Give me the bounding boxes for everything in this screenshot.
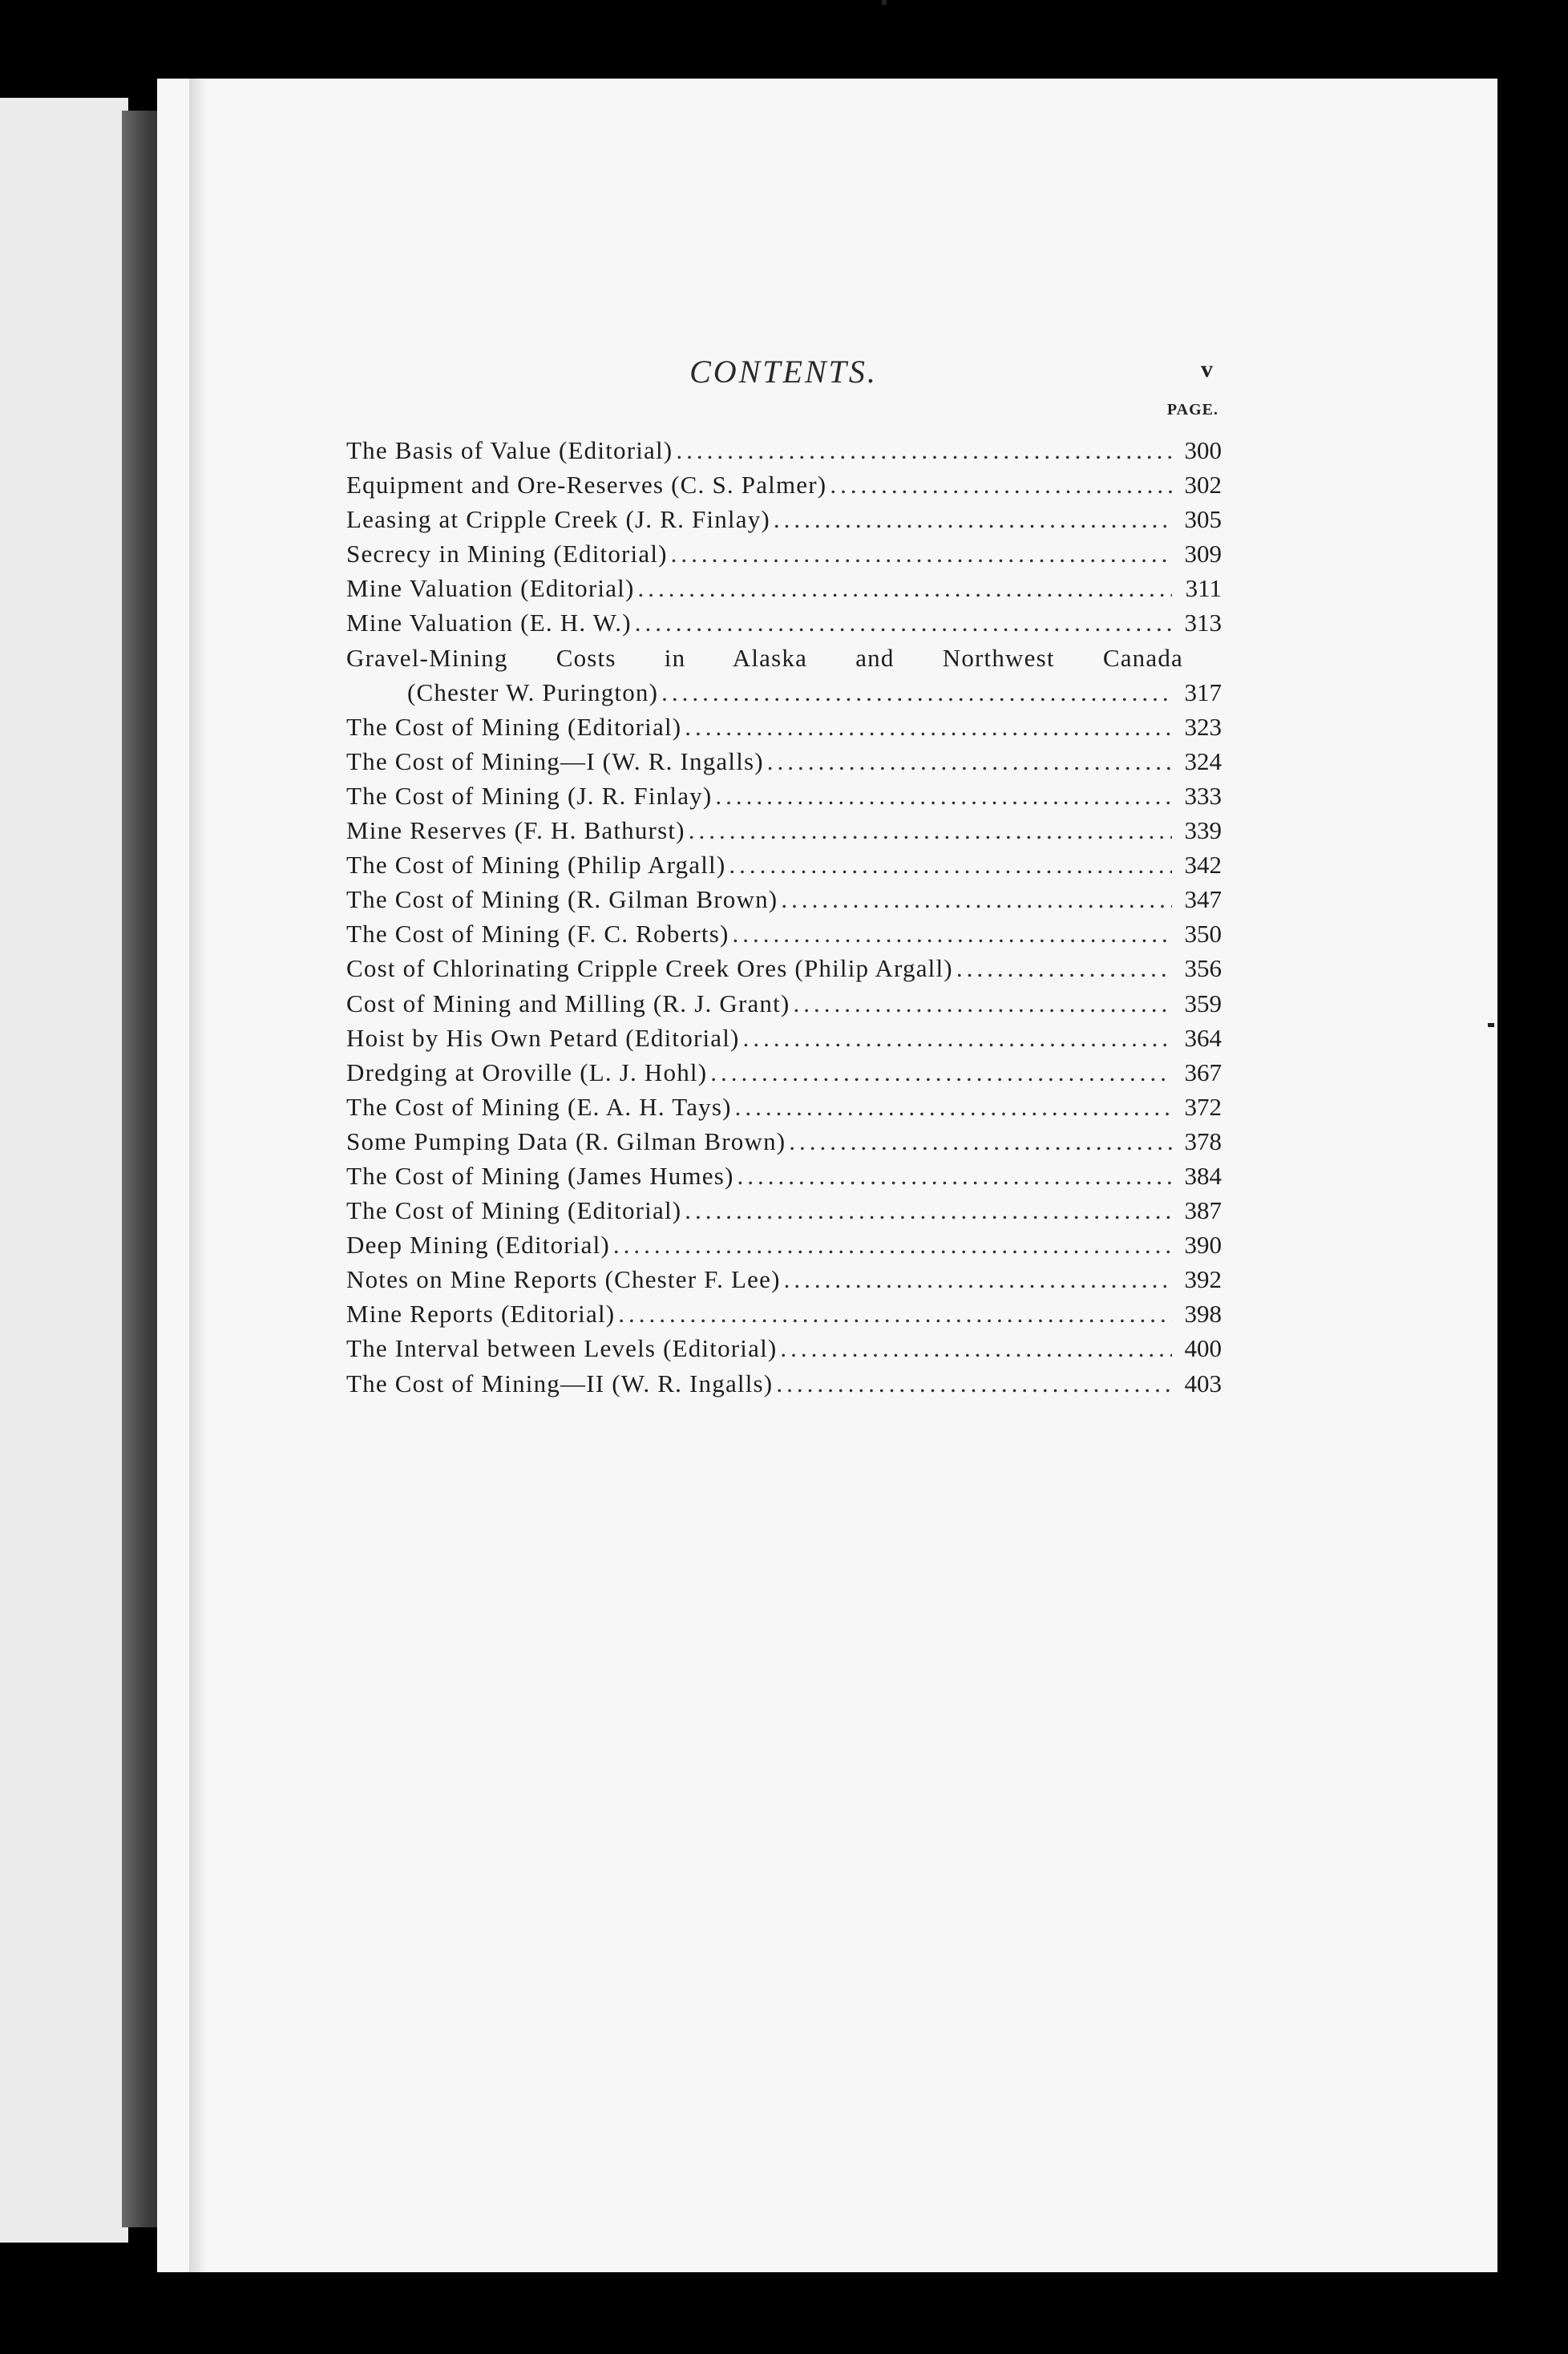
dot-leader [781,882,1172,916]
dot-leader [956,951,1172,985]
toc-entry [346,605,1222,640]
dot-leader [715,779,1172,813]
toc-entry [346,433,1222,467]
toc-entry-title: Mine Reports (Editorial) [346,1300,616,1329]
toc-entry-title: The Cost of Mining—I (W. R. Ingalls) [346,746,764,775]
dot-leader [676,433,1172,467]
toc-entry-page: 364 [1184,1023,1222,1052]
toc-entry-page: 390 [1184,1231,1222,1260]
dot-leader [767,744,1172,779]
scan-speck [1488,1023,1494,1027]
toc-entry-title: Mine Valuation (Editorial) [346,574,635,603]
table-of-contents [346,433,1222,1401]
toc-entry-page: 300 [1184,436,1222,464]
gutter-shadow [189,79,207,2272]
toc-entry-title: The Cost of Mining (Editorial) [346,1196,682,1225]
toc-entry-title: The Cost of Mining (J. R. Finlay) [346,781,713,810]
toc-entry [346,1193,1222,1228]
toc-entry-title: Mine Reserves (F. H. Bathurst) [346,816,685,845]
toc-entry [346,1159,1222,1193]
toc-entry [346,1331,1222,1365]
facing-page-edge [0,98,128,2243]
toc-entry-title: (Chester W. Purington) [407,677,659,706]
toc-entry-page: 305 [1184,505,1222,534]
toc-entry-page: 323 [1184,712,1222,741]
dot-leader [735,1090,1172,1124]
toc-entry [346,813,1222,847]
toc-entry-page: 317 [1184,677,1222,706]
toc-entry-page: 347 [1184,885,1222,914]
dot-leader [780,1331,1172,1365]
page-header [345,353,1222,401]
toc-entry-title: Gravel-Mining Costs in Alaska and Northwest Canada [346,643,1183,672]
dot-leader [638,571,1172,605]
toc-entry-title: Secrecy in Mining (Editorial) [346,540,668,568]
toc-entry-page: 313 [1184,609,1222,637]
dot-leader [743,1021,1172,1055]
dot-leader [710,1055,1172,1090]
dot-leader [732,916,1172,951]
dot-leader [776,1366,1172,1401]
toc-entry-page: 302 [1184,471,1222,500]
dot-leader [789,1124,1172,1159]
toc-entry-page: 398 [1184,1300,1222,1329]
toc-entry [346,916,1222,951]
toc-entry-page: 309 [1184,540,1222,568]
toc-entry [346,744,1222,779]
toc-entry-title: Cost of Mining and Milling (R. J. Grant) [346,989,790,1017]
running-title: CONTENTS. [689,354,878,390]
toc-entry-page: 367 [1184,1058,1222,1086]
dot-leader [738,1159,1172,1193]
toc-entry-page: 359 [1184,989,1222,1017]
toc-entry-page: 311 [1185,574,1222,603]
toc-entry [346,986,1222,1021]
toc-entry-title: Equipment and Ore-Reserves (C. S. Palmer) [346,471,827,500]
toc-entry-title: The Cost of Mining (R. Gilman Brown) [346,885,778,914]
toc-entry-title: The Interval between Levels (Editorial) [346,1334,778,1363]
dot-leader [685,710,1172,744]
toc-entry-page: 387 [1184,1196,1222,1225]
scan-speck [882,0,887,5]
dot-leader [685,1193,1172,1228]
toc-entry-title: The Cost of Mining (F. C. Roberts) [346,920,729,948]
toc-entry-title: The Cost of Mining (James Humes) [346,1161,734,1190]
dot-leader [830,467,1172,502]
toc-entry-title: Notes on Mine Reports (Chester F. Lee) [346,1265,781,1294]
toc-entry [346,1124,1222,1159]
toc-entry-title: Dredging at Oroville (L. J. Hohl) [346,1058,708,1086]
page-column-label: PAGE. [1166,401,1218,419]
toc-entry [346,675,1222,710]
dot-leader [793,986,1172,1021]
toc-entry-title: The Cost of Mining (Editorial) [346,712,682,741]
dot-leader [618,1296,1172,1331]
toc-entry [346,1262,1222,1296]
toc-entry-page: 333 [1184,781,1222,810]
dot-leader [671,536,1172,571]
page-number-folio: v [1201,356,1213,382]
dot-leader [774,502,1172,536]
toc-entry-page: 350 [1184,920,1222,948]
toc-entry-title: The Basis of Value (Editorial) [346,436,673,464]
toc-entry [346,1296,1222,1331]
toc-entry [346,1090,1222,1124]
dot-leader [784,1262,1172,1296]
toc-entry-page: 342 [1184,851,1222,880]
toc-entry [346,1366,1222,1401]
toc-entry [346,502,1222,536]
toc-entry-page: 378 [1184,1126,1222,1155]
toc-entry-title: Leasing at Cripple Creek (J. R. Finlay) [346,505,770,534]
dot-leader [689,813,1172,847]
toc-entry [346,536,1222,571]
toc-entry [346,1055,1222,1090]
toc-entry-title: The Cost of Mining (E. A. H. Tays) [346,1092,732,1121]
toc-entry [346,467,1222,502]
toc-entry-page: 339 [1184,816,1222,845]
toc-entry-page: 384 [1184,1161,1222,1190]
toc-entry-title: Hoist by His Own Petard (Editorial) [346,1023,740,1052]
toc-entry [346,710,1222,744]
toc-entry [346,1021,1222,1055]
toc-entry [346,847,1222,882]
toc-entry-title: The Cost of Mining (Philip Argall) [346,851,726,880]
toc-entry [346,779,1222,813]
toc-entry-page: 372 [1184,1092,1222,1121]
toc-entry [346,1228,1222,1262]
toc-entry [346,571,1222,605]
toc-entry-title: Mine Valuation (E. H. W.) [346,609,632,637]
toc-entry-title: Cost of Chlorinating Cripple Creek Ores (Philip Argall) [346,954,953,983]
toc-entry-page: 403 [1184,1369,1222,1397]
toc-entry [346,882,1222,916]
toc-entry-page: 356 [1184,954,1222,983]
toc-entry [346,641,1222,675]
toc-entry-title: Deep Mining (Editorial) [346,1231,610,1260]
dot-leader [729,847,1172,882]
toc-entry-page: 400 [1184,1334,1222,1363]
dot-leader [661,675,1172,710]
dot-leader [613,1228,1172,1262]
toc-entry [346,951,1222,985]
toc-entry-title: Some Pumping Data (R. Gilman Brown) [346,1126,786,1155]
toc-entry-page: 392 [1184,1265,1222,1294]
toc-entry-title: The Cost of Mining—II (W. R. Ingalls) [346,1369,774,1397]
dot-leader [635,605,1172,640]
toc-entry-page: 324 [1184,746,1222,775]
